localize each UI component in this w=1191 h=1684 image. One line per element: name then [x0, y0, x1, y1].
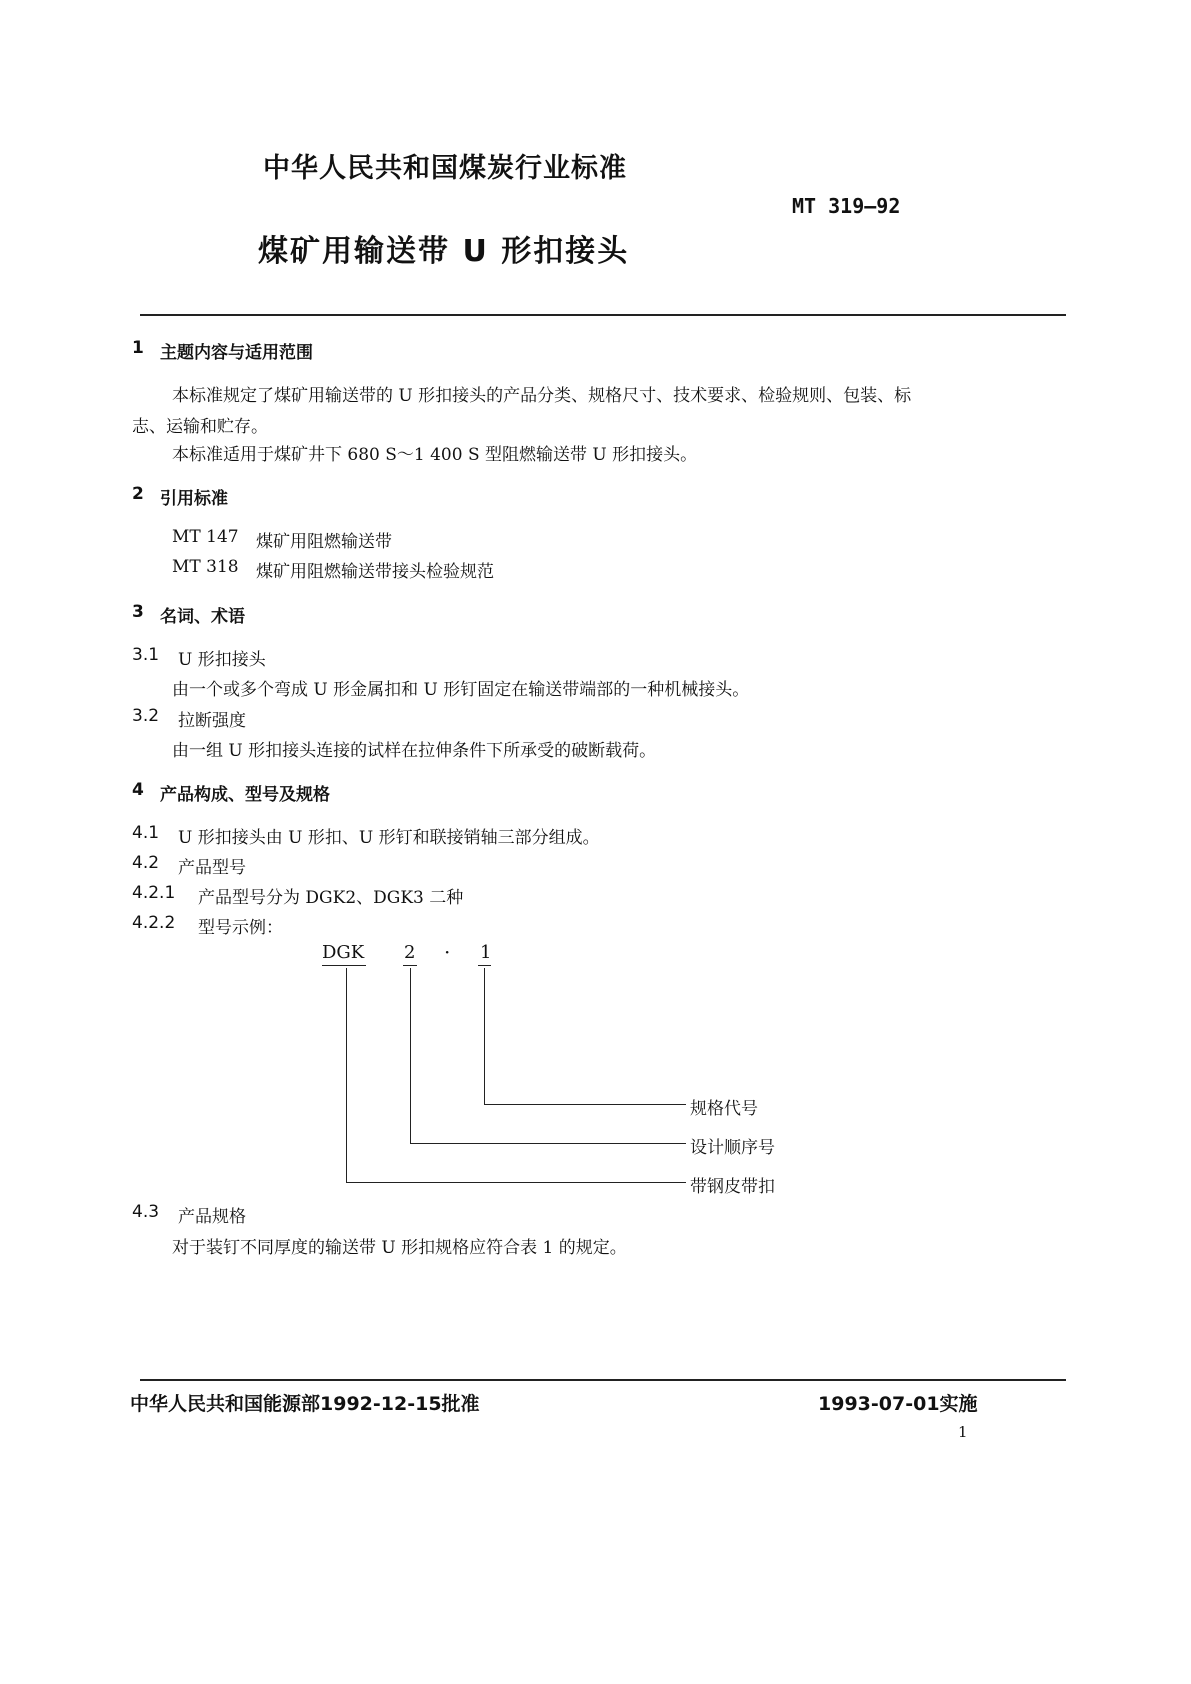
leader-type-vertical	[346, 968, 347, 1182]
diagram-separator-dot: ·	[444, 940, 451, 964]
term-3-2-definition: 由一组 U 形扣接头连接的试样在拉伸条件下所承受的破断载荷。	[172, 741, 657, 761]
leader-spec-horizontal	[484, 1104, 686, 1105]
term-3-1-definition: 由一个或多个弯成 U 形金属扣和 U 形钉固定在输送带端部的一种机械接头。	[172, 680, 750, 700]
section-1-number: 1	[132, 338, 144, 358]
clause-4-2-number: 4.2	[132, 853, 160, 873]
section-3-title: 名词、术语	[160, 607, 245, 627]
diagram-design-seq: 2	[404, 942, 416, 963]
label-belt-clip-type: 带钢皮带扣	[690, 1177, 775, 1197]
footer-rule	[140, 1379, 1066, 1381]
clause-4-2-text: 产品型号	[178, 858, 246, 878]
section-4-title: 产品构成、型号及规格	[160, 785, 330, 805]
section-1-paragraph-1-line-1: 本标准规定了煤矿用输送带的 U 形扣接头的产品分类、规格尺寸、技术要求、检验规则、包装、标	[172, 386, 912, 406]
reference-name: 煤矿用阻燃输送带接头检验规范	[256, 562, 494, 582]
clause-4-2-1-text: 产品型号分为 DGK2、DGK3 二种	[198, 888, 464, 908]
leader-seq-vertical	[410, 968, 411, 1143]
term-3-2-number: 3.2	[132, 706, 160, 726]
leader-seq-horizontal	[410, 1143, 686, 1144]
section-3-number: 3	[132, 602, 144, 622]
underline-spec	[478, 965, 491, 966]
clause-4-2-2-text: 型号示例：	[198, 918, 283, 938]
issuing-organization: 中华人民共和国煤炭行业标准	[263, 153, 627, 184]
clause-4-3-number: 4.3	[132, 1202, 160, 1222]
term-3-2-title: 拉断强度	[178, 711, 246, 731]
leader-type-horizontal	[346, 1182, 686, 1183]
clause-4-1-number: 4.1	[132, 823, 160, 843]
leader-spec-vertical	[484, 968, 485, 1104]
approval-statement: 中华人民共和国能源部1992-12-15批准	[130, 1393, 480, 1415]
term-3-1-number: 3.1	[132, 645, 160, 665]
diagram-code-dgk: DGK	[322, 942, 365, 963]
reference-name: 煤矿用阻燃输送带	[256, 532, 392, 552]
reference-code: MT 147	[172, 527, 239, 547]
section-1-paragraph-2: 本标准适用于煤矿井下 680 S～1 400 S 型阻燃输送带 U 形扣接头。	[172, 445, 698, 465]
term-3-1-title: U 形扣接头	[178, 650, 266, 670]
section-1-title: 主题内容与适用范围	[160, 343, 313, 363]
clause-4-2-2-number: 4.2.2	[132, 913, 176, 933]
section-2-number: 2	[132, 484, 144, 504]
document-title: 煤矿用输送带 U 形扣接头	[258, 234, 630, 269]
section-1-paragraph-1-line-2: 志、运输和贮存。	[132, 417, 268, 437]
label-spec-code: 规格代号	[690, 1099, 758, 1119]
effective-date: 1993-07-01实施	[818, 1393, 978, 1415]
page-number: 1	[958, 1423, 968, 1441]
underline-seq	[403, 965, 417, 966]
clause-4-3-body: 对于装钉不同厚度的输送带 U 形扣规格应符合表 1 的规定。	[172, 1238, 627, 1258]
underline-dgk	[322, 965, 366, 966]
section-4-number: 4	[132, 780, 144, 800]
standard-number: MT 319—92	[792, 194, 901, 218]
header-rule	[140, 314, 1066, 316]
clause-4-1-text: U 形扣接头由 U 形扣、U 形钉和联接销轴三部分组成。	[178, 828, 600, 848]
reference-code: MT 318	[172, 557, 239, 577]
diagram-spec-code: 1	[480, 942, 492, 963]
clause-4-2-1-number: 4.2.1	[132, 883, 176, 903]
section-2-title: 引用标准	[160, 489, 228, 509]
clause-4-3-text: 产品规格	[178, 1207, 246, 1227]
label-design-seq: 设计顺序号	[690, 1138, 775, 1158]
